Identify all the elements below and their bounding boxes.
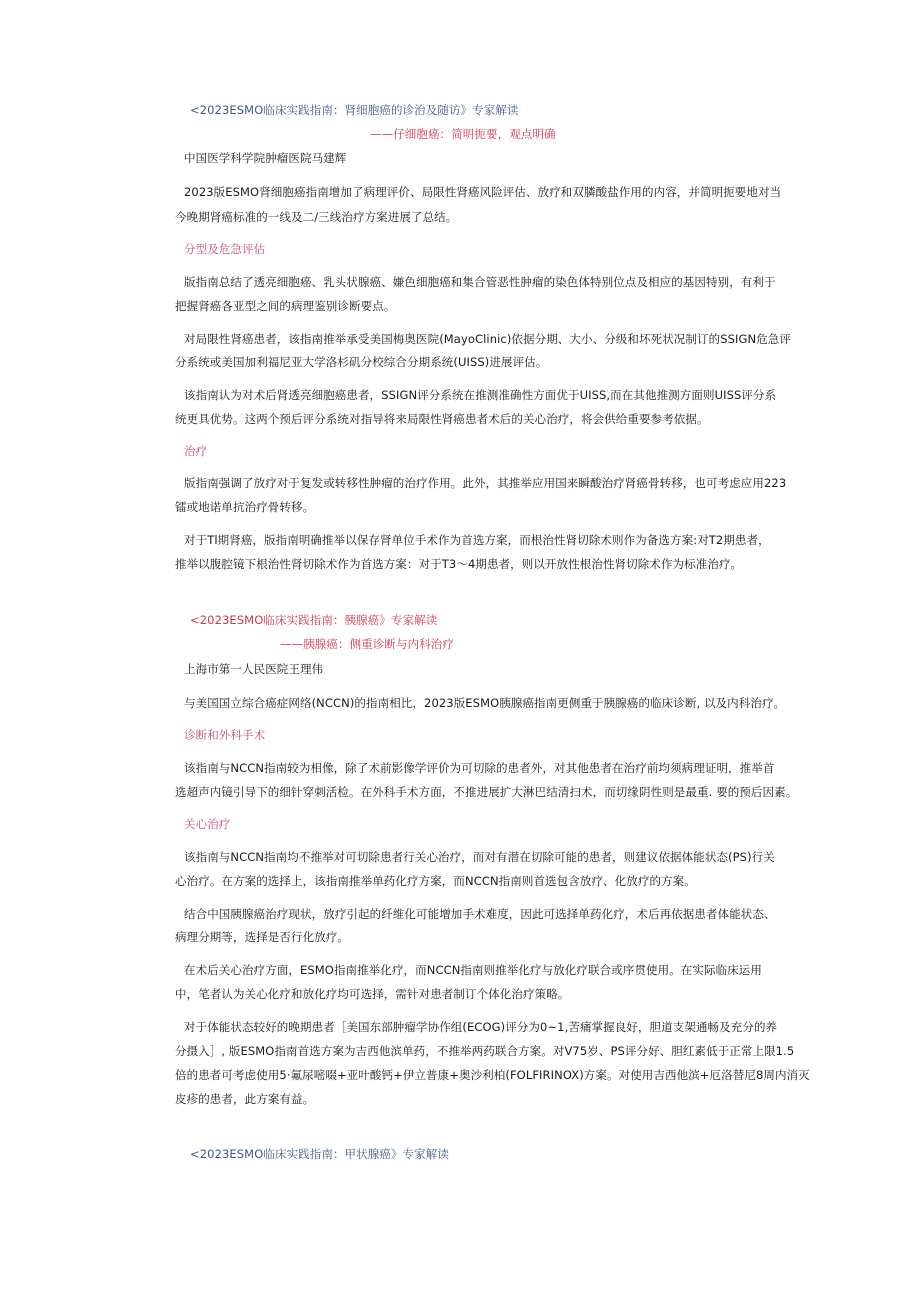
section2-title: <2023ESMO临床实践指南：胰腺癌》专家解读 [190,613,438,627]
section1-para2-line1: 对局限性肾癌患者，该指南推举承受美国梅奥医院(MayoClinic)依据分期、大小、分级和坏死状况制订的SSIGN危急评 [184,332,792,346]
section1-para1-line1: 版指南总结了透亮细胞癌、乳头状腺癌、嫌色细胞癌和集合管恶性肿瘤的染色体特别位点及相应的基因特别，有利于 [184,275,776,289]
section1-intro-line1: 2023版ESMO肾细胞癌指南增加了病理评价、局限性肾癌风险评估、放疗和双膦酸盐作用的内容，并简明扼要地对当 [184,185,782,199]
section2-para2-line2: 心治疗。在方案的选择上，该指南推举单药化疗方案，而NCCN指南则首选包含放疗、化放疗的方案。 [175,874,696,888]
section2-intro: 与美国国立综合癌症网络(NCCN)的指南相比，2023版ESMO胰腺癌指南更侧重于胰腺癌的临床诊断, 以及内科治疗。 [184,696,786,710]
section1-title: <2023ESMO临床实践指南：肾细胞癌的诊治及随访》专家解读 [190,103,519,117]
section1-para4-line1: 版指南强调了放疗对于复发或转移性肿瘤的治疗作用。此外，其推举应用国来瞬酸治疗肾癌骨转移，也可考虑应用223 [184,476,787,490]
section1-para2-line2: 分系统或美国加利福尼亚大学洛杉矶分校综合分期系统(UISS)进展评估。 [175,355,548,369]
section2-para1-line2: 选超声内镜引导下的细针穿刺活检。在外科手术方面，不推进展扩大淋巴结清扫术，而切缘阴性则是最重. 要的预后因素。 [175,785,798,799]
section3-title: <2023ESMO临床实践指南：甲状腺癌》专家解读 [190,1147,449,1161]
section2-author: 上海市第一人民医院王理伟 [184,662,324,676]
section2-para5-line1: 对于体能状态较好的晚期患者［美国东部肿瘤学协作组(ECOG)评分为0~1,苦痛掌握良好，胆道支架通畅及充分的养 [184,1020,778,1034]
section1-para3-line1: 该指南认为对术后肾透亮细胞癌患者，SSIGN评分系统在推测准确性方面优于UISS,而在其他推测方面则UISS评分系 [184,388,777,402]
section2-para1-line1: 该指南与NCCN指南较为相像，除了术前影像学评价为可切除的患者外，对其他患者在治疗前均须病理证明，推举首 [184,761,775,775]
section1-para3-line2: 统更具优势。这两个预后评分系统对指导将来局限性肾癌患者术后的关心治疗，将会供给重要参考依据。 [175,412,709,426]
section2-para2-line1: 该指南与NCCN指南均不推举对可切除患者行关心治疗，而对有潜在切除可能的患者，则建议依据体能状态(PS)行关 [184,850,775,864]
section2-heading-adjuvant: 关心治疗 [184,817,231,831]
section1-para5-line1: 对于Tl期肾癌，版指南明确推举以保存肾单位手术作为首选方案，而根治性肾切除术则作为备选方案:对T2期患者， [184,533,770,547]
section1-heading-treatment: 治疗 [184,444,208,458]
section1-heading-classification: 分型及危急评估 [184,242,266,256]
section2-para3-line1: 结合中国胰腺癌治疗现状，放疗引起的纤维化可能增加手术难度，因此可选择单药化疗，术后再依据患者体能状态、 [184,907,776,921]
section2-subtitle: ——胰腺癌：侧重诊断与内科治疗 [280,637,454,651]
section1-para4-line2: 镭或地诺单抗治疗骨转移。 [175,500,315,514]
section1-author: 中国医学科学院肿瘤医院马建辉 [184,151,347,165]
section2-para4-line1: 在术后关心治疗方面，ESMO指南推举化疗，而NCCN指南则推举化疗与放化疗联合或序贯使用。在实际临床运用 [184,963,762,977]
section2-para5-line3: 倍的患者可考虑使用5·氟尿嘧啜+亚叶酸钙+伊立普康+奥沙利柏(FOLFIRINOX)方案。对使用吉西他滨+厄洛替尼8周内消灭 [175,1068,810,1082]
section1-intro-line2: 今晚期肾癌标准的一线及二/三线治疗方案进展了总结。 [175,210,458,224]
section2-para5-line2: 分摄入］, 版ESMO指南首选方案为吉西他滨单药，不推举两药联合方案。对V75岁、PS评分好、胆红素低于正常上限1.5 [175,1044,795,1058]
section1-para1-line2: 把握肾癌各亚型之间的病理鉴别诊断要点。 [175,299,396,313]
section2-para3-line2: 病理分期等，选择是否行化放疗。 [175,930,349,944]
section1-subtitle: ——仔细胞癌：简明扼要，观点明确 [370,127,556,141]
section2-heading-diagnosis: 诊断和外科手术 [184,728,266,742]
section2-para4-line2: 中，笔者认为关心化疗和放化疗均可选择，需针对患者制订个体化治疗策略。 [175,987,570,1001]
section1-para5-line2: 推举以腹腔镜下根治性肾切除术作为首选方案：对于T3〜4期患者，则以开放性根治性肾切除术作为标准治疗。 [175,557,743,571]
section2-para5-line4: 皮疹的患者，此方案有益。 [175,1092,315,1106]
